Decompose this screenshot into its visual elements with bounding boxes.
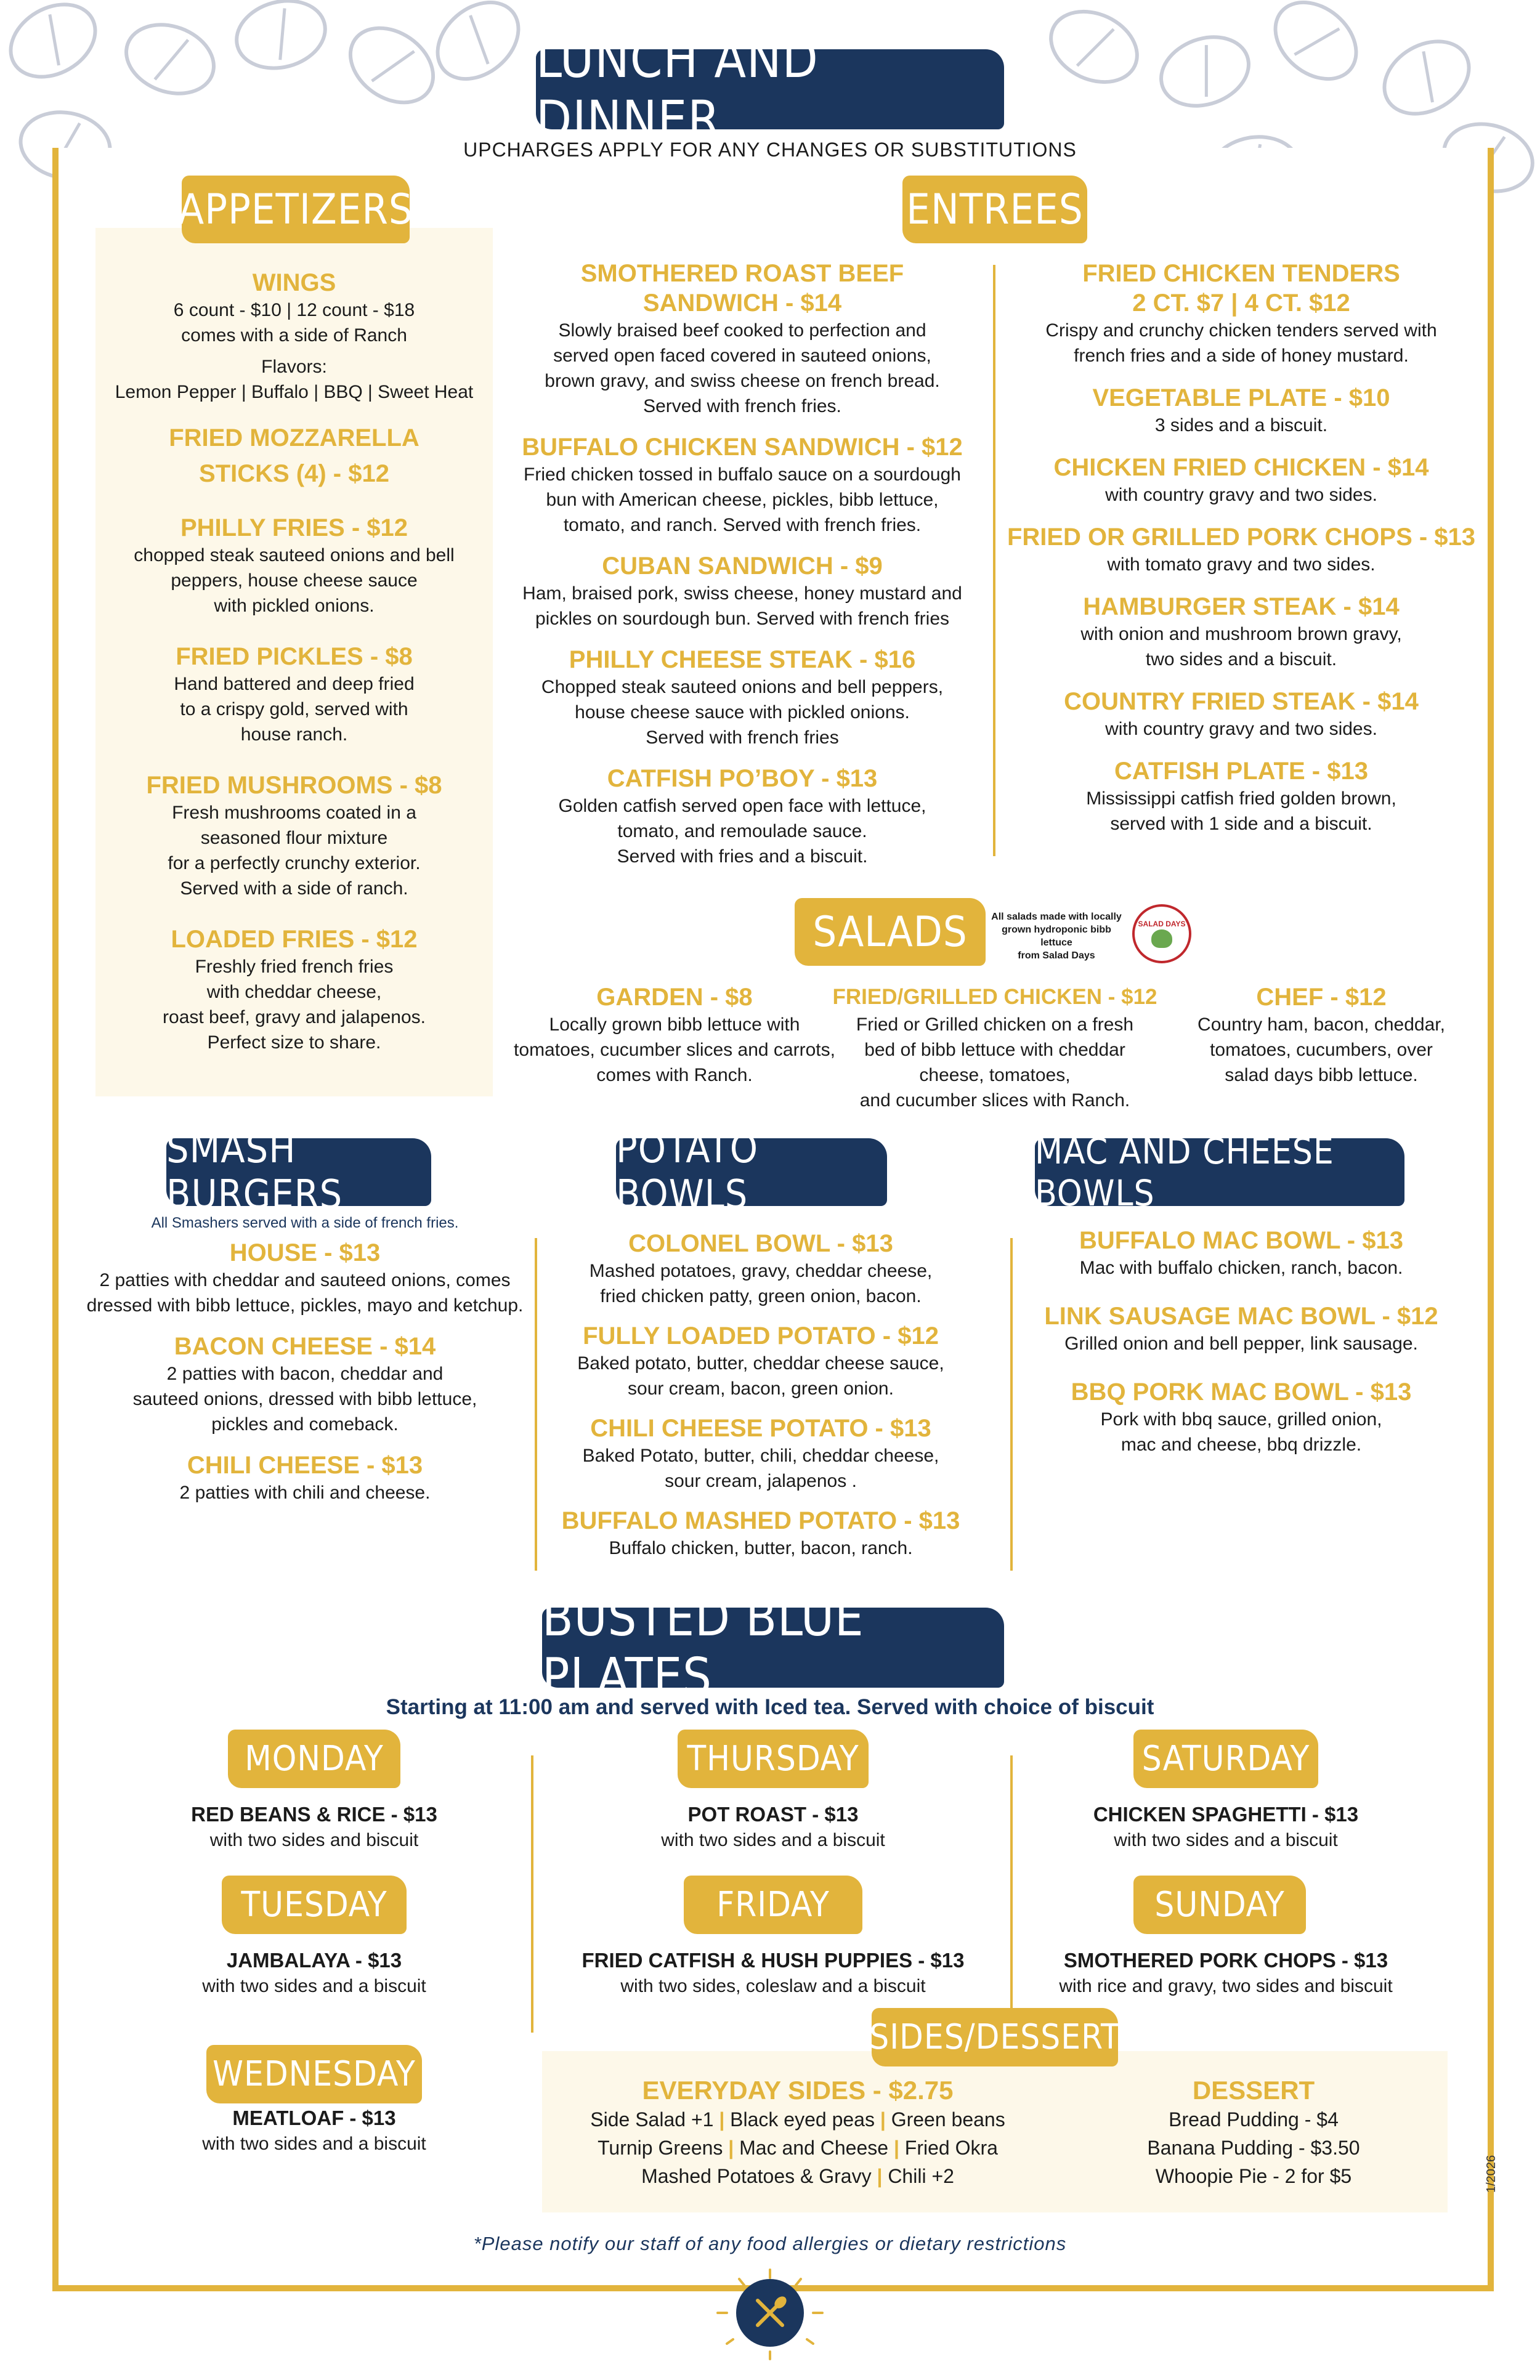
side-separator: | (877, 2165, 888, 2187)
hamburger-steak-name: HAMBURGER STEAK - $14 (1083, 593, 1400, 620)
salad-chef-desc-1: Country ham, bacon, cheddar, (1198, 1014, 1445, 1035)
catfish-plate-name: CATFISH PLATE - $13 (1114, 758, 1368, 785)
saturday-heading-text: SATURDAY (1141, 1739, 1310, 1779)
side-item: Side Salad +1 (590, 2108, 714, 2131)
vegetable-plate-name: VEGETABLE PLATE - $10 (1092, 384, 1390, 411)
side-separator: | (719, 2108, 731, 2131)
fried-pickles-name: FRIED PICKLES - $8 (176, 643, 413, 670)
bacon-cheese-name: BACON CHEESE - $14 (174, 1333, 436, 1360)
friday-plate-desc: with two sides, coleslaw and a biscuit (620, 1976, 926, 1996)
fried-mushrooms-desc-4: Served with a side of ranch. (180, 878, 408, 899)
chili-cheese-burger-name: CHILI CHEESE - $13 (187, 1452, 423, 1479)
tenders-desc-1: Crispy and crunchy chicken tenders served with (1045, 320, 1437, 341)
philly-cheese-steak-desc-1: Chopped steak sauteed onions and bell peppers, (541, 677, 944, 697)
wings-name: WINGS (252, 269, 336, 296)
tuesday-plate-name: JAMBALAYA - $13 (226, 1949, 402, 1972)
loaded-fries-desc-2: with cheddar cheese, (206, 982, 382, 1002)
mozzarella-name-1: FRIED MOZZARELLA (169, 424, 419, 451)
lettuce-icon (1151, 929, 1172, 948)
sunday-plate-desc: with rice and gravy, two sides and biscuit (1059, 1976, 1393, 1996)
blue-plates-heading-text: BUSTED BLUE PLATES (542, 1589, 864, 1706)
thursday-heading-text: THURSDAY (687, 1739, 859, 1779)
tuesday-plate-desc: with two sides and a biscuit (202, 1976, 426, 1996)
philly-fries-name: PHILLY FRIES - $12 (180, 514, 408, 541)
salad-chicken-name: FRIED/GRILLED CHICKEN - $12 (832, 985, 1157, 1009)
pork-chops-desc: with tomato gravy and two sides. (1107, 554, 1376, 575)
vegetable-plate-desc: 3 sides and a biscuit. (1154, 415, 1328, 435)
salad-days-logo (1132, 904, 1191, 963)
roast-beef-desc-4: Served with french fries. (643, 396, 841, 416)
philly-cheese-steak-name: PHILLY CHEESE STEAK - $16 (569, 646, 916, 673)
house-burger-desc-1: 2 patties with cheddar and sauteed onions, comes (99, 1270, 511, 1290)
cuban-sandwich-desc-2: pickles on sourdough bun. Served with french fries (535, 609, 950, 629)
chili-cheese-potato-desc-1: Baked Potato, butter, chili, cheddar cheese, (582, 1446, 939, 1466)
saturday-plate-desc: with two sides and a biscuit (1114, 1830, 1338, 1850)
entrees-heading (902, 176, 1087, 243)
thursday-plate-desc: with two sides and a biscuit (661, 1830, 885, 1850)
sides-row-1 (542, 2105, 1053, 2134)
bacon-cheese-desc-2: sauteed onions, dressed with bibb lettuce, (132, 1389, 477, 1409)
wings-price: 6 count - $10 | 12 count - $18 (173, 300, 415, 320)
mac-bowls-heading (1035, 1130, 1404, 1214)
sunday-heading (1133, 1876, 1306, 1934)
side-item: Mac and Cheese (739, 2137, 889, 2159)
side-item: Green beans (891, 2108, 1005, 2131)
salads-note-3: from Salad Days (1018, 950, 1095, 961)
fried-mushrooms-desc-1: Fresh mushrooms coated in a (172, 803, 416, 823)
sides-heading-text: SIDES/DESSERT (869, 2017, 1121, 2057)
salad-chicken-desc-1: Fried or Grilled chicken on a fresh (856, 1014, 1134, 1035)
blue-plates-heading (542, 1589, 1004, 1706)
roast-beef-desc-1: Slowly braised beef cooked to perfection and (558, 320, 926, 341)
entrees-divider (993, 265, 995, 856)
everyday-sides (542, 2076, 1053, 2190)
mac-bowls-heading-text: MAC AND CHEESE BOWLS (1035, 1130, 1334, 1214)
bbq-pork-mac-desc-2: mac and cheese, bbq drizzle. (1121, 1435, 1362, 1455)
salad-garden-desc-2: tomatoes, cucumber slices and carrots, (514, 1040, 835, 1060)
wednesday-heading-text: WEDNESDAY (213, 2054, 416, 2094)
roast-beef-name-1: SMOTHERED ROAST BEEF (580, 260, 904, 287)
page-title (536, 29, 1004, 150)
wednesday-plate-desc: with two sides and a biscuit (202, 2134, 426, 2154)
loaded-fries-name: LOADED FRIES - $12 (171, 926, 418, 953)
mac-bowls-list (1019, 1226, 1463, 1457)
dessert-item-3: Whoopie Pie - 2 for $5 (1155, 2165, 1352, 2187)
catfish-poboy-desc-2: tomato, and remoulade sauce. (617, 821, 867, 841)
salad-chicken-desc-2: bed of bibb lettuce with cheddar (864, 1040, 1125, 1060)
burgers-divider (535, 1238, 537, 1571)
wings-flavors: Lemon Pepper | Buffalo | BBQ | Sweet Heat (115, 382, 474, 402)
buffalo-sandwich-name: BUFFALO CHICKEN SANDWICH - $12 (522, 434, 963, 461)
friday-plate-name: FRIED CATFISH & HUSH PUPPIES - $13 (582, 1949, 965, 1972)
side-separator: | (893, 2137, 905, 2159)
catfish-poboy-name: CATFISH PO’BOY - $13 (607, 765, 878, 792)
thursday-plate (539, 1802, 1007, 1853)
smash-burgers-list (80, 1213, 530, 1505)
salad-chicken (819, 982, 1170, 1113)
roast-beef-name-2: SANDWICH - $14 (642, 289, 842, 317)
buffalo-sandwich-desc-2: bun with American cheese, pickles, bibb lettuce, (546, 490, 939, 510)
side-separator: | (728, 2137, 740, 2159)
hamburger-steak-desc-2: two sides and a biscuit. (1145, 649, 1337, 670)
tenders-name-1: FRIED CHICKEN TENDERS (1082, 260, 1400, 287)
entrees-right-column (1001, 259, 1481, 836)
fully-loaded-potato-desc-1: Baked potato, butter, cheddar cheese sauce, (577, 1353, 944, 1374)
tenders-name-2: 2 CT. $7 | 4 CT. $12 (1132, 289, 1350, 317)
buffalo-mashed-potato-name: BUFFALO MASHED POTATO - $13 (561, 1507, 960, 1534)
plates-divider-right (1010, 1755, 1013, 2033)
buffalo-mac-name: BUFFALO MAC BOWL - $13 (1079, 1227, 1403, 1254)
thursday-plate-name: POT ROAST - $13 (687, 1803, 859, 1826)
cuban-sandwich-name: CUBAN SANDWICH - $9 (602, 552, 883, 580)
buffalo-mac-desc: Mac with buffalo chicken, ranch, bacon. (1079, 1258, 1403, 1278)
sunday-plate (1013, 1948, 1438, 1999)
buffalo-sandwich-desc-3: tomato, and ranch. Served with french fries. (563, 515, 922, 535)
smash-burgers-heading (166, 1127, 431, 1218)
sides-row-2 (542, 2134, 1053, 2162)
dessert (1060, 2076, 1448, 2190)
salad-chef-desc-3: salad days bibb lettuce. (1225, 1065, 1418, 1085)
sunday-plate-name: SMOTHERED PORK CHOPS - $13 (1063, 1949, 1388, 1972)
salads-note-2: grown hydroponic bibb lettuce (1002, 925, 1111, 948)
dessert-item-1: Bread Pudding - $4 (1169, 2108, 1339, 2131)
philly-fries-desc-3: with pickled onions. (214, 596, 375, 616)
pork-chops-name: FRIED OR GRILLED PORK CHOPS - $13 (1007, 524, 1476, 551)
salads-heading (795, 898, 986, 966)
potato-bowls-heading (616, 1127, 887, 1218)
fully-loaded-potato-name: FULLY LOADED POTATO - $12 (583, 1322, 939, 1350)
sides-row-3 (542, 2162, 1053, 2190)
potato-divider (1010, 1238, 1013, 1571)
tuesday-heading-text: TUESDAY (241, 1885, 387, 1925)
salad-chef-name: CHEF - $12 (1256, 984, 1387, 1011)
house-burger-desc-2: dressed with bibb lettuce, pickles, mayo and ketchup. (86, 1295, 524, 1316)
wednesday-plate (92, 2105, 536, 2156)
smash-burgers-note: All Smashers served with a side of french fries. (151, 1215, 459, 1231)
salads-note (986, 910, 1127, 962)
salad-garden-name: GARDEN - $8 (596, 984, 753, 1011)
country-fried-steak-name: COUNTRY FRIED STEAK - $14 (1064, 688, 1419, 715)
fully-loaded-potato-desc-2: sour cream, bacon, green onion. (628, 1378, 894, 1399)
salad-days-logo-text: SALAD DAYS (1138, 920, 1186, 928)
monday-heading (228, 1730, 400, 1788)
bacon-cheese-desc-3: pickles and comeback. (211, 1414, 399, 1435)
salad-chef (1158, 982, 1485, 1088)
wings-flavors-label: Flavors: (261, 357, 327, 377)
page-subtitle: UPCHARGES APPLY FOR ANY CHANGES OR SUBSTITUTIONS (463, 139, 1077, 161)
side-item: Chili +2 (888, 2165, 954, 2187)
bbq-pork-mac-desc-1: Pork with bbq sauce, grilled onion, (1100, 1409, 1382, 1430)
allergy-note: *Please notify our staff of any food allergies or dietary restrictions (473, 2233, 1067, 2254)
salad-garden (499, 982, 850, 1088)
fried-mushrooms-desc-3: for a perfectly crunchy exterior. (168, 853, 421, 873)
loaded-fries-desc-3: roast beef, gravy and jalapenos. (163, 1007, 426, 1027)
catfish-plate-desc-2: served with 1 side and a biscuit. (1110, 814, 1372, 834)
monday-heading-text: MONDAY (245, 1739, 384, 1779)
wings-ranch: comes with a side of Ranch (181, 325, 407, 346)
side-item: Mashed Potatoes & Gravy (641, 2165, 872, 2187)
philly-cheese-steak-desc-3: Served with french fries (646, 727, 839, 748)
saturday-plate-name: CHICKEN SPAGHETTI - $13 (1093, 1803, 1359, 1826)
appetizers-heading-text: APPETIZERS (178, 185, 413, 234)
philly-fries-desc-2: peppers, house cheese sauce (171, 570, 418, 591)
potato-bowls-list (539, 1229, 983, 1561)
philly-cheese-steak-desc-2: house cheese sauce with pickled onions. (575, 702, 910, 722)
salad-garden-desc-3: comes with Ranch. (596, 1065, 753, 1085)
frame-top-left (52, 148, 59, 160)
tuesday-plate (92, 1948, 536, 1999)
entrees-left-column (505, 259, 979, 869)
everyday-sides-title: EVERYDAY SIDES - $2.75 (642, 2076, 954, 2105)
side-item: Black eyed peas (730, 2108, 875, 2131)
salads-note-1: All salads made with locally (991, 912, 1122, 922)
roast-beef-desc-3: brown gravy, and swiss cheese on french bread. (545, 371, 940, 391)
salad-chef-desc-2: tomatoes, cucumbers, over (1210, 1040, 1433, 1060)
country-fried-steak-desc: with country gravy and two sides. (1105, 719, 1377, 739)
monday-plate (92, 1802, 536, 1853)
salad-garden-desc-1: Locally grown bibb lettuce with (549, 1014, 800, 1035)
side-separator: | (880, 2108, 891, 2131)
colonel-bowl-desc-2: fried chicken patty, green onion, bacon. (600, 1286, 922, 1306)
mozzarella-name-2: STICKS (4) - $12 (199, 460, 389, 487)
chicken-fried-chicken-name: CHICKEN FRIED CHICKEN - $14 (1053, 454, 1429, 481)
smash-burgers-heading-text: SMASH BURGERS (166, 1127, 343, 1218)
dessert-item-2: Banana Pudding - $3.50 (1147, 2137, 1360, 2159)
friday-plate (539, 1948, 1007, 1999)
catfish-poboy-desc-3: Served with fries and a biscuit. (617, 846, 868, 867)
sunburst-icon (705, 2267, 835, 2371)
saturday-heading (1133, 1730, 1318, 1788)
catfish-poboy-desc-1: Golden catfish served open face with lettuce, (558, 796, 926, 816)
loaded-fries-desc-4: Perfect size to share. (207, 1032, 381, 1053)
saturday-plate (1013, 1802, 1438, 1853)
potato-bowls-heading-text: POTATO BOWLS (616, 1127, 759, 1218)
date-code: 1/2026 (1485, 2155, 1498, 2193)
catfish-plate-desc-1: Mississippi catfish fried golden brown, (1086, 788, 1396, 809)
wednesday-plate-name: MEATLOAF - $13 (232, 2107, 396, 2129)
tuesday-heading (222, 1876, 407, 1934)
dessert-title: DESSERT (1192, 2076, 1315, 2105)
friday-heading-text: FRIDAY (716, 1885, 830, 1925)
sides-heading (869, 2008, 1121, 2066)
monday-plate-name: RED BEANS & RICE - $13 (191, 1803, 437, 1826)
link-sausage-mac-name: LINK SAUSAGE MAC BOWL - $12 (1044, 1303, 1438, 1330)
page-title-text: LUNCH AND DINNER (536, 29, 819, 150)
cuban-sandwich-desc-1: Ham, braised pork, swiss cheese, honey mustard and (522, 583, 962, 604)
salad-chicken-desc-3: cheese, tomatoes, (919, 1065, 1071, 1085)
bacon-cheese-desc-1: 2 patties with bacon, cheddar and (166, 1364, 444, 1384)
bbq-pork-mac-name: BBQ PORK MAC BOWL - $13 (1071, 1378, 1412, 1406)
chili-cheese-burger-desc: 2 patties with chili and cheese. (179, 1483, 431, 1503)
fried-mushrooms-desc-2: seasoned flour mixture (200, 828, 388, 848)
buffalo-mashed-potato-desc: Buffalo chicken, butter, bacon, ranch. (609, 1538, 913, 1558)
hamburger-steak-desc-1: with onion and mushroom brown gravy, (1080, 624, 1402, 644)
link-sausage-mac-desc: Grilled onion and bell pepper, link sausage. (1064, 1334, 1418, 1354)
salads-heading-text: SALADS (813, 907, 968, 957)
chicken-fried-chicken-desc: with country gravy and two sides. (1105, 485, 1377, 505)
colonel-bowl-name: COLONEL BOWL - $13 (628, 1230, 893, 1257)
friday-heading (684, 1876, 862, 1934)
appetizers-heading (178, 176, 413, 243)
side-item: Fried Okra (904, 2137, 998, 2159)
monday-plate-desc: with two sides and biscuit (209, 1830, 419, 1850)
buffalo-sandwich-desc-1: Fried chicken tossed in buffalo sauce on a sourdough (524, 464, 961, 485)
side-item: Turnip Greens (598, 2137, 723, 2159)
wednesday-heading (206, 2045, 422, 2103)
philly-fries-desc-1: chopped steak sauteed onions and bell (134, 545, 455, 565)
blue-plates-subtitle: Starting at 11:00 am and served with Iced tea. Served with choice of biscuit (386, 1695, 1154, 1719)
chili-cheese-potato-desc-2: sour cream, jalapenos . (665, 1471, 857, 1491)
chili-cheese-potato-name: CHILI CHEESE POTATO - $13 (590, 1415, 931, 1442)
roast-beef-desc-2: served open faced covered in sauteed onions, (553, 346, 931, 366)
appetizers-list (95, 268, 493, 1055)
entrees-heading-text: ENTREES (906, 185, 1084, 234)
colonel-bowl-desc-1: Mashed potatoes, gravy, cheddar cheese, (589, 1261, 933, 1281)
tenders-desc-2: french fries and a side of honey mustard. (1074, 346, 1409, 366)
fried-mushrooms-name: FRIED MUSHROOMS - $8 (146, 772, 442, 799)
thursday-heading (678, 1730, 869, 1788)
salad-chicken-desc-4: and cucumber slices with Ranch. (859, 1090, 1130, 1111)
sunday-heading-text: SUNDAY (1154, 1885, 1285, 1925)
house-burger-name: HOUSE - $13 (229, 1239, 381, 1266)
fried-pickles-desc-1: Hand battered and deep fried (174, 674, 415, 694)
fried-pickles-desc-2: to a crispy gold, served with (180, 699, 408, 719)
loaded-fries-desc-1: Freshly fried french fries (195, 957, 394, 977)
fried-pickles-desc-3: house ranch. (240, 724, 348, 745)
